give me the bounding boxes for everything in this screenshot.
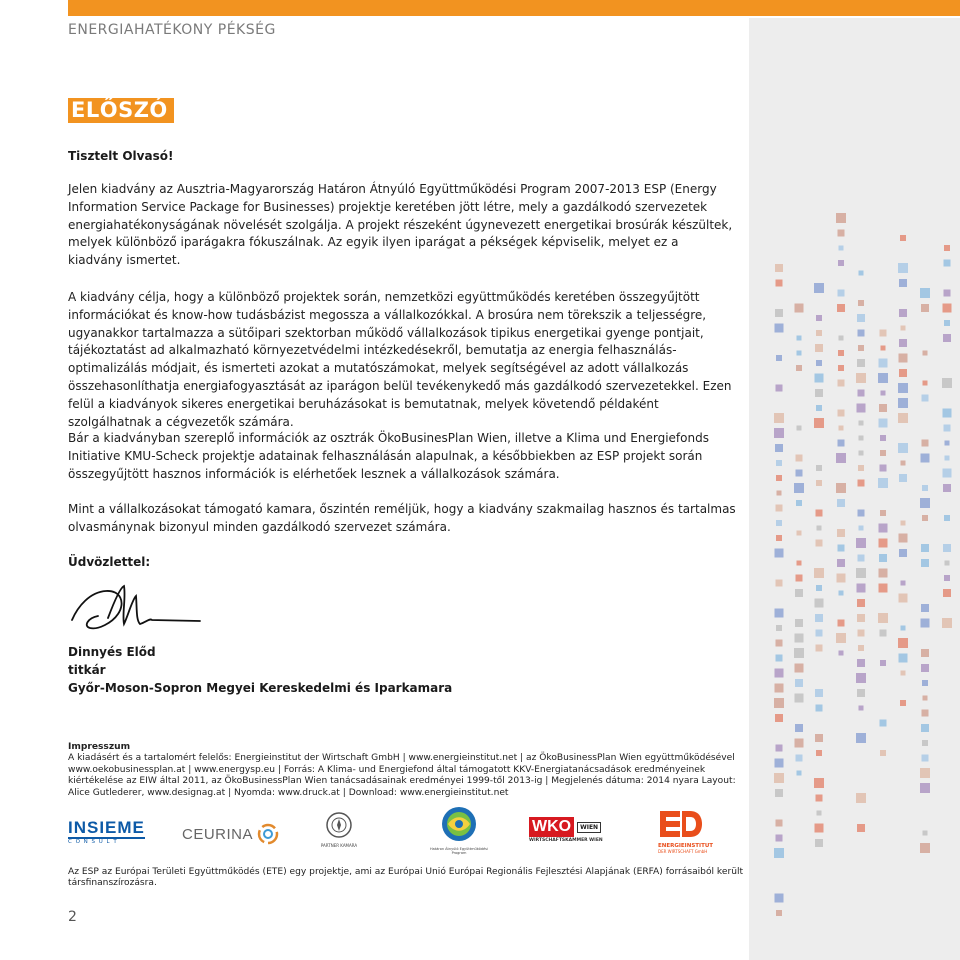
pattern-dot <box>795 619 803 627</box>
pattern-dot <box>898 263 908 273</box>
pattern-dot <box>943 469 952 478</box>
pattern-dot <box>943 484 951 492</box>
pattern-dot <box>816 705 823 712</box>
pattern-dot <box>880 750 886 756</box>
pattern-dot <box>839 426 844 431</box>
header-accent-bar <box>68 0 960 16</box>
pattern-dot <box>776 535 782 541</box>
impressum <box>68 742 748 799</box>
pattern-dot <box>900 235 906 241</box>
pattern-dot <box>795 664 804 673</box>
pattern-dot <box>943 334 951 342</box>
pattern-dot <box>776 910 782 916</box>
pattern-dot <box>858 345 864 351</box>
pattern-dot <box>797 531 802 536</box>
pattern-dot <box>776 385 783 392</box>
pattern-dot <box>880 630 887 637</box>
pattern-dot <box>815 689 823 697</box>
pattern-dot <box>795 724 803 732</box>
pattern-dot <box>776 835 783 842</box>
insieme-subtitle: C O N S U L T <box>68 839 118 845</box>
pattern-dot <box>776 475 782 481</box>
pattern-dot <box>817 811 822 816</box>
chamber-seal-logo <box>320 811 358 848</box>
pattern-dot <box>899 654 908 663</box>
pattern-dot <box>921 724 929 732</box>
pattern-dot <box>839 336 844 341</box>
pattern-dot <box>920 288 930 298</box>
pattern-dot <box>816 330 822 336</box>
esp-program-logo <box>430 805 488 855</box>
pattern-dot <box>921 664 929 672</box>
paragraph-2: A kiadvány célja, hogy a különböző projektek során, nemzetközi együttműködés keretében összegyűjtött információkat és know-how tudásbázist megossza a vállalkozókkal. A brosúra nem törekszik a teljességre, ugyanakkor tartalmazza a sütőipari szektorban működő vállalkozások tipikus energetikai gyenge pontjait, tájékoztatást ad alkalmazható környezetvédelmi intézkedésekről, bemutatja az energia felhasználás-optimalizálás módjait, és ismerteti azokat a mutatószámokat, melyek segítségével az adott vállalkozás összehasonlíthatja energiafogyasztását az iparágon belül tevékenykedő más gazdálkodó szervezetekkel. Ezen felül a kiadványok sikeres energetikai beruházásokat is bemutatnak, melyek követendő példaként szolgálhatnak a cégvezetők számára. <box>68 290 732 429</box>
pattern-dot <box>816 405 822 411</box>
pattern-dot <box>776 520 782 526</box>
wko-wordmark: WKO <box>529 817 574 837</box>
pattern-dot <box>816 585 822 591</box>
ceurina-swirl-icon <box>253 819 283 849</box>
pattern-dot <box>816 510 823 517</box>
pattern-dot <box>816 645 823 652</box>
energieinstitut-mark-icon <box>658 809 704 839</box>
handwritten-signature <box>68 578 203 640</box>
ceurina-logo <box>182 819 283 849</box>
pattern-dot <box>880 435 886 441</box>
pattern-dot <box>857 599 865 607</box>
pattern-dot <box>899 354 908 363</box>
pattern-dot <box>881 346 886 351</box>
pattern-dot <box>944 245 950 251</box>
pattern-dot <box>774 848 784 858</box>
pattern-dot <box>815 389 823 397</box>
esp-program-caption: Határon Átnyúló Együttműködési Program <box>430 847 488 855</box>
wko-subtitle: WIRTSCHAFTSKAMMER WIEN <box>529 838 603 843</box>
pattern-dot <box>795 304 804 313</box>
pattern-dot <box>921 454 930 463</box>
pattern-dot <box>817 526 822 531</box>
pattern-dot <box>901 326 906 331</box>
paragraph-1: Jelen kiadvány az Ausztria-Magyarország Határon Átnyúló Együttműködési Program 2007-2013 ESP (Energy Information Service Package for Businesses) projektje keretében jött létre, mely a gazdálkodó szervezetek energiahatékonyságának növelését szolgálja. A projekt részeként úgynevezett energetikai brosúrák készültek, melyek különböző iparágakra fókuszálnak. Az egyik ilyen iparágat a pékségek képviselik, melyet ez a kiadvány ismertet. <box>68 182 733 268</box>
partner-logos <box>68 805 748 855</box>
pattern-dot <box>880 510 886 516</box>
pattern-dot <box>775 684 784 693</box>
pattern-dot <box>943 589 951 597</box>
pattern-dot <box>838 350 844 356</box>
pattern-dot <box>775 324 784 333</box>
pattern-dot <box>945 456 950 461</box>
closing: Üdvözlettel: <box>68 555 151 569</box>
pattern-dot <box>899 474 907 482</box>
pattern-dot <box>922 740 928 746</box>
signer-role: titkár <box>68 663 106 677</box>
pattern-dot <box>923 351 928 356</box>
pattern-dot <box>776 625 782 631</box>
pattern-dot <box>856 373 866 383</box>
pattern-dot <box>942 618 952 628</box>
pattern-dot <box>858 510 865 517</box>
pattern-dot <box>814 568 824 578</box>
pattern-dot <box>815 734 823 742</box>
pattern-dot <box>899 339 907 347</box>
pattern-dot <box>879 584 888 593</box>
pattern-dot <box>923 831 928 836</box>
pattern-dot <box>838 380 845 387</box>
pattern-dot <box>944 425 951 432</box>
pattern-dot <box>879 524 888 533</box>
pattern-dot <box>816 315 822 321</box>
pattern-dot <box>797 426 802 431</box>
pattern-dot <box>774 428 784 438</box>
pattern-dot <box>898 443 908 453</box>
pattern-dot <box>944 260 951 267</box>
pattern-dot <box>856 673 866 683</box>
page-number: 2 <box>68 909 77 925</box>
pattern-dot <box>898 383 908 393</box>
pattern-dot <box>856 538 866 548</box>
wko-logo <box>529 817 603 843</box>
pattern-dot <box>776 655 783 662</box>
pattern-dot <box>797 336 802 341</box>
pattern-dot <box>816 360 822 366</box>
pattern-dot <box>923 381 928 386</box>
pattern-dot <box>880 660 886 666</box>
pattern-dot <box>945 441 950 446</box>
pattern-dot <box>923 696 928 701</box>
pattern-dot <box>944 320 950 326</box>
pattern-dot <box>814 778 824 788</box>
pattern-dot <box>920 783 930 793</box>
funding-footnote: Az ESP az Európai Területi Együttműködés (ETE) egy projektje, ami az Európai Unió Európai Regionális Fejlesztési Alapjának (ERFA) forrásaiból került társfinanszírozásra. <box>68 867 744 889</box>
pattern-dot <box>795 589 803 597</box>
pattern-dot <box>797 771 802 776</box>
esp-globe-icon <box>440 805 478 843</box>
chamber-seal-caption: PARTNER KAMARA <box>320 843 358 848</box>
pattern-dot <box>921 604 929 612</box>
pattern-dot <box>836 213 846 223</box>
pattern-dot <box>901 626 906 631</box>
pattern-dot <box>944 515 950 521</box>
pattern-dot <box>878 478 888 488</box>
pattern-dot <box>921 649 929 657</box>
running-title: ENERGIAHATÉKONY PÉKSÉG <box>68 22 276 38</box>
pattern-dot <box>879 359 888 368</box>
pattern-dot <box>878 373 888 383</box>
dot-pattern-graphic <box>749 18 960 960</box>
pattern-dot <box>880 330 887 337</box>
energieinstitut-logo <box>658 809 713 854</box>
pattern-dot <box>856 733 866 743</box>
pattern-dot <box>815 374 824 383</box>
pattern-dot <box>777 491 782 496</box>
section-title: ELŐSZÓ <box>68 98 174 123</box>
pattern-dot <box>776 355 782 361</box>
pattern-dot <box>859 436 864 441</box>
pattern-dot <box>922 395 929 402</box>
pattern-dot <box>836 633 846 643</box>
paragraph-3: Bár a kiadványban szereplő információk az osztrák ÖkoBusinesPlan Wien, illetve a Klima und Energiefonds Initiative KMU-Scheck projektje adatainak felhasználásán alapulnak, a későbbiekben az ESP projekt során összegyűjtött hasznos információk is elérhetőek lesznek a vállalkozások számára. <box>68 431 709 481</box>
pattern-dot <box>880 465 887 472</box>
pattern-dot <box>816 750 822 756</box>
pattern-dot <box>858 645 864 651</box>
pattern-dot <box>774 413 784 423</box>
pattern-dot <box>796 365 802 371</box>
signer-organization: Győr-Moson-Sopron Megyei Kereskedelmi és Iparkamara <box>68 681 453 695</box>
pattern-dot <box>837 529 845 537</box>
pattern-dot <box>879 569 888 578</box>
pattern-dot <box>899 534 908 543</box>
pattern-dot <box>858 630 865 637</box>
pattern-dot <box>775 669 784 678</box>
pattern-dot <box>816 465 822 471</box>
pattern-dot <box>776 745 783 752</box>
pattern-dot <box>898 413 908 423</box>
pattern-dot <box>774 773 784 783</box>
pattern-dot <box>901 521 906 526</box>
pattern-dot <box>943 544 951 552</box>
pattern-dot <box>859 271 864 276</box>
pattern-dot <box>859 526 864 531</box>
pattern-dot <box>857 689 865 697</box>
pattern-dot <box>816 795 823 802</box>
insieme-logo <box>68 819 145 845</box>
pattern-dot <box>776 460 782 466</box>
pattern-dot <box>856 793 866 803</box>
pattern-dot <box>838 290 845 297</box>
chamber-seal-icon <box>325 811 353 839</box>
decorative-side-panel <box>749 18 960 960</box>
pattern-dot <box>797 351 802 356</box>
pattern-dot <box>922 440 929 447</box>
pattern-dot <box>899 594 908 603</box>
greeting: Tisztelt Olvasó! <box>68 149 174 163</box>
pattern-dot <box>796 455 803 462</box>
pattern-dot <box>922 485 928 491</box>
pattern-dot <box>942 378 952 388</box>
pattern-dot <box>774 698 784 708</box>
pattern-dot <box>816 630 823 637</box>
pattern-dot <box>858 555 865 562</box>
pattern-dot <box>920 498 930 508</box>
pattern-dot <box>814 283 824 293</box>
pattern-dot <box>796 575 803 582</box>
pattern-dot <box>921 619 930 628</box>
pattern-dot <box>856 568 866 578</box>
pattern-dot <box>797 561 802 566</box>
pattern-dot <box>901 581 906 586</box>
pattern-dot <box>858 465 864 471</box>
pattern-dot <box>775 444 783 452</box>
pattern-dot <box>899 369 907 377</box>
pattern-dot <box>857 404 866 413</box>
pattern-dot <box>814 418 824 428</box>
pattern-dot <box>776 505 783 512</box>
pattern-dot <box>879 554 887 562</box>
pattern-dot <box>775 714 783 722</box>
pattern-dot <box>922 710 929 717</box>
pattern-dot <box>944 290 951 297</box>
pattern-dot <box>838 545 845 552</box>
pattern-dot <box>921 544 929 552</box>
pattern-dot <box>775 759 784 768</box>
pattern-dot <box>836 483 846 493</box>
pattern-dot <box>943 409 952 418</box>
pattern-dot <box>796 470 803 477</box>
pattern-dot <box>775 309 783 317</box>
pattern-dot <box>880 450 886 456</box>
pattern-dot <box>945 561 950 566</box>
pattern-dot <box>836 453 846 463</box>
pattern-dot <box>922 680 928 686</box>
impressum-heading: Impresszum <box>68 742 131 752</box>
pattern-dot <box>857 614 865 622</box>
pattern-dot <box>815 614 823 622</box>
pattern-dot <box>881 391 886 396</box>
pattern-dot <box>839 591 844 596</box>
pattern-dot <box>879 539 888 548</box>
pattern-dot <box>858 330 865 337</box>
pattern-dot <box>837 559 845 567</box>
pattern-dot <box>775 264 783 272</box>
pattern-dot <box>901 671 906 676</box>
pattern-dot <box>857 359 865 367</box>
pattern-dot <box>815 344 823 352</box>
pattern-dot <box>795 694 804 703</box>
pattern-dot <box>775 894 784 903</box>
pattern-dot <box>857 584 866 593</box>
pattern-dot <box>920 843 930 853</box>
pattern-dot <box>795 739 804 748</box>
pattern-dot <box>858 480 865 487</box>
pattern-dot <box>943 304 952 313</box>
pattern-dot <box>921 559 929 567</box>
pattern-dot <box>816 480 822 486</box>
pattern-dot <box>837 574 846 583</box>
pattern-dot <box>879 419 888 428</box>
pattern-dot <box>898 638 908 648</box>
pattern-dot <box>775 609 784 618</box>
signer-name: Dinnyés Előd <box>68 645 156 659</box>
pattern-dot <box>857 824 865 832</box>
pattern-dot <box>776 280 783 287</box>
pattern-dot <box>775 789 783 797</box>
pattern-dot <box>776 640 783 647</box>
pattern-dot <box>879 404 887 412</box>
insieme-wordmark: INSIEME <box>68 818 145 837</box>
pattern-dot <box>775 549 784 558</box>
pattern-dot <box>922 515 928 521</box>
pattern-dot <box>837 499 845 507</box>
pattern-dot <box>795 679 803 687</box>
pattern-dot <box>857 314 865 322</box>
pattern-dot <box>838 410 845 417</box>
pattern-dot <box>901 461 906 466</box>
pattern-dot <box>921 304 929 312</box>
wko-wien-box: WIEN <box>577 822 601 833</box>
pattern-dot <box>880 720 887 727</box>
pattern-dot <box>837 304 845 312</box>
pattern-dot <box>857 659 865 667</box>
pattern-dot <box>838 440 845 447</box>
pattern-dot <box>944 575 950 581</box>
pattern-dot <box>776 820 783 827</box>
energieinstitut-subtitle: DER WIRTSCHAFT GmbH <box>658 849 708 854</box>
pattern-dot <box>838 620 845 627</box>
pattern-dot <box>922 755 929 762</box>
pattern-dot <box>838 365 844 371</box>
impressum-text: A kiadásért és a tartalomért felelős: Energieinstitut der Wirtschaft GmbH | www.energieinstitut.net | az ÖkoBusinessPlan Wien együttműködésével www.oekobusinessplan.at | www.energysp.eu | Forrás: A Klima- und Energiefond által támogatott KKV-Energiatanácsadások eredményeinek kiértékelése az EIW által 2011, az ÖkoBusinessPlan Wien tanácsadásainak eredményei 1999-től 2013-ig | Megjelenés dátuma: 2014 nyara Layout: Alice Gutlederer, www.designag.at | Nyomda: www.druck.at | Download: www.energieinstitut.net <box>68 753 736 798</box>
pattern-dot <box>839 651 844 656</box>
pattern-dot <box>795 634 804 643</box>
pattern-dot <box>815 839 823 847</box>
pattern-dot <box>815 599 824 608</box>
pattern-dot <box>838 230 845 237</box>
pattern-dot <box>838 260 844 266</box>
pattern-dot <box>858 390 865 397</box>
pattern-dot <box>899 549 907 557</box>
pattern-dot <box>815 824 824 833</box>
pattern-dot <box>859 706 864 711</box>
pattern-dot <box>858 300 864 306</box>
pattern-dot <box>839 246 844 251</box>
paragraph-4: Mint a vállalkozásokat támogató kamara, őszintén reméljük, hogy a kiadvány szakmailag hasznos és tartalmas olvasmánynak bizonyul minden gazdálkodó szervezet számára. <box>68 502 736 534</box>
pattern-dot <box>920 768 930 778</box>
pattern-dot <box>859 451 864 456</box>
pattern-dot <box>796 500 802 506</box>
pattern-dot <box>898 398 908 408</box>
pattern-dot <box>776 580 783 587</box>
pattern-dot <box>878 613 888 623</box>
pattern-dot <box>794 483 804 493</box>
pattern-dot <box>900 700 906 706</box>
pattern-dot <box>816 540 823 547</box>
pattern-dot <box>899 279 907 287</box>
pattern-dot <box>796 755 803 762</box>
pattern-dot <box>899 309 907 317</box>
pattern-dot <box>794 648 804 658</box>
energieinstitut-name: ENERGIEINSTITUT <box>658 843 714 849</box>
pattern-dot <box>859 421 864 426</box>
ceurina-wordmark: CEURINA <box>182 825 254 843</box>
